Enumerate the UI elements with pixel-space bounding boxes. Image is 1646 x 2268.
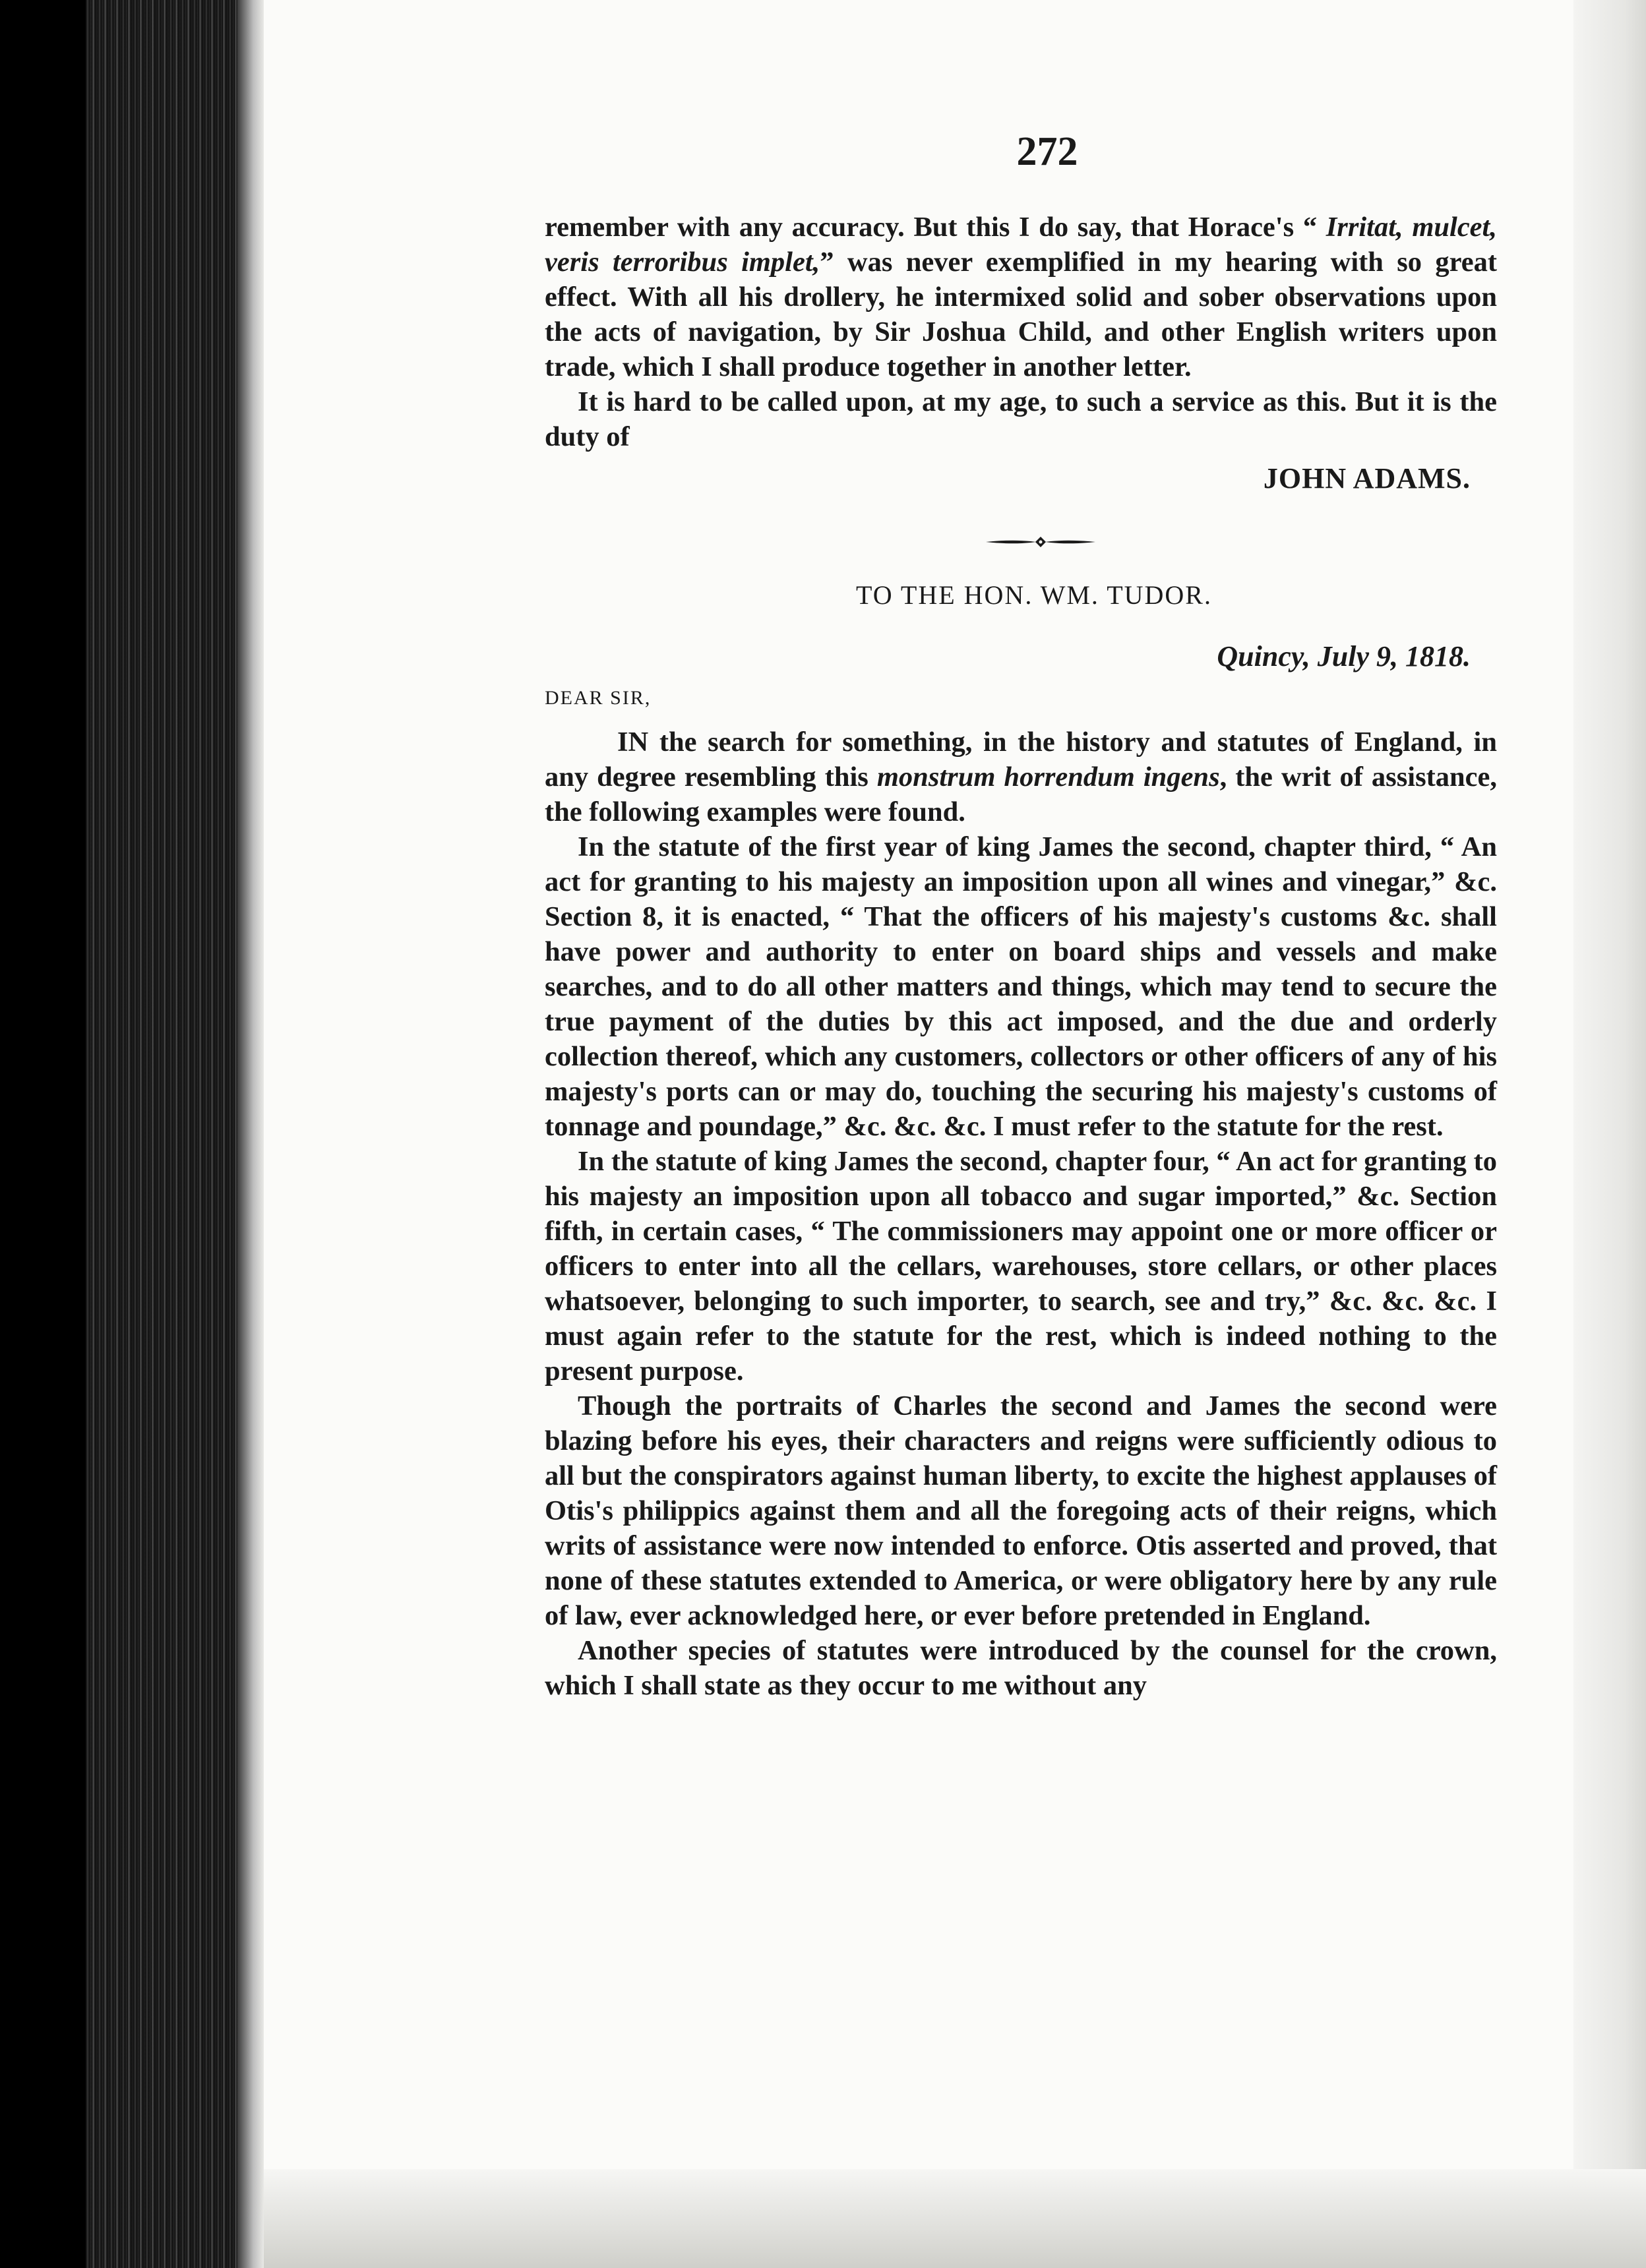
letter-paragraph-2: In the statute of the first year of king James the second, chapter third, “ An act for granting to his majesty an imposition upon all wines and vinegar,” &c. Section 8, it is enacted, “ That the officers of his majesty's customs &c. shall have power and authority to enter on board ships and vessels and make searches, and to do all other matters and things, which may tend to secure the true payment of the duties by this act imposed, and the due and orderly collection thereof, which any customers, collectors or other officers of any of his majesty's ports can or may do, touching the securing his majesty's customs of tonnage and poundage,” &c. &c. &c. I must refer to the statute for the rest.: [545, 831, 1497, 1142]
book-spine-edge: [0, 0, 264, 2268]
page-text-block: [545, 125, 1497, 1703]
ornamental-divider: [584, 535, 1497, 549]
letter-paragraph-1: IN the search for something, in the history and statutes of England, in any degree resembling this monstrum horrendum ingens, the writ of assistance, the following examples were found.: [545, 727, 1497, 827]
letter-paragraph-3: In the statute of king James the second, chapter four, “ An act for granting to his majesty an imposition upon all tobacco and sugar imported,” &c. Section fifth, in certain cases, “ The commissioners may appoint one or more officer or officers to enter into all the cellars, warehouses, store cellars, or other places whatsoever, belonging to such importer, to search, see and try,” &c. &c. &c. I must again refer to the statute for the rest, which is indeed nothing to the present purpose.: [545, 1146, 1497, 1387]
page-number: 272: [1016, 129, 1078, 174]
letter-paragraph-4: Though the portraits of Charles the second and James the second were blazing before his eyes, their characters and reigns were sufficiently odious to all but the conspirators against human liberty, to excite the highest applauses of Otis's philippics against them and all the foregoing acts of their reigns, which writs of assistance were now intended to enforce. Otis asserted and proved, that none of these statutes extended to America, or were obligatory here by any rule of law, ever acknowledged here, or ever before pretended in England.: [545, 1390, 1497, 1631]
italic-phrase: monstrum horrendum ingens: [876, 761, 1220, 792]
letter-heading: TO THE HON. WM. TUDOR.: [856, 580, 1212, 610]
italic-phrase: Irritat, mulcet, veris terroribus implet,: [545, 212, 1497, 278]
page-bottom-margin: [264, 2169, 1646, 2268]
continuation-paragraph-1: remember with any accuracy. But this I do say, that Horace's “ Irritat, mulcet, veris terroribus implet,” was never exemplified in my hearing with so great effect. With all his drollery, he intermixed solid and sober observations upon the acts of navigation, by Sir Joshua Child, and other English writers upon trade, which I shall produce together in another letter.: [545, 212, 1497, 382]
continuation-paragraph-2: It is hard to be called upon, at my age, to such a service as this. But it is the duty of: [545, 386, 1497, 452]
letter-paragraph-5: Another species of statutes were introduced by the counsel for the crown, which I shall state as they occur to me without any: [545, 1635, 1497, 1701]
letter-dateline: Quincy, July 9, 1818.: [1217, 640, 1471, 672]
signature: JOHN ADAMS.: [1263, 462, 1471, 494]
letter-salutation: DEAR SIR,: [545, 687, 652, 709]
page-right-margin: [1573, 0, 1646, 2268]
